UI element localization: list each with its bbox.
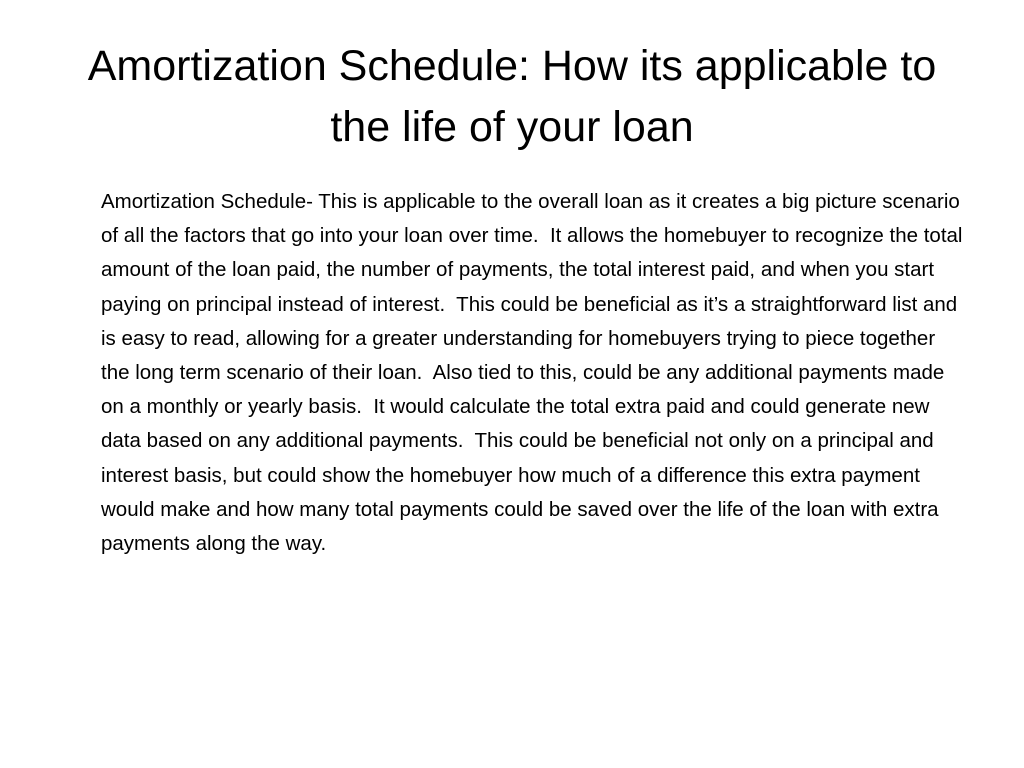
slide-body-text: Amortization Schedule- This is applicable to the overall loan as it creates a big picture scenario of all the factors that go into your loan over time. It allows the homebuyer to recognize the total amount of the loan paid, the number of payments, the total interest paid, and when you start paying on principal instead of interest. This could be beneficial as it’s a straightforward list and is easy to read, allowing for a greater understanding for homebuyers trying to piece together the long term scenario of their loan. Also tied to this, could be any additional payments made on a monthly or yearly basis. It would calculate the total extra paid and could generate new data based on any additional payments. This could be beneficial not only on a principal and interest basis, but could show the homebuyer how much of a difference this extra payment would make and how many total payments could be saved over the life of the loan with extra payments along the way. bbox=[101, 190, 969, 556]
slide-title: Amortization Schedule: How its applicable to the life of your loan bbox=[87, 42, 937, 151]
